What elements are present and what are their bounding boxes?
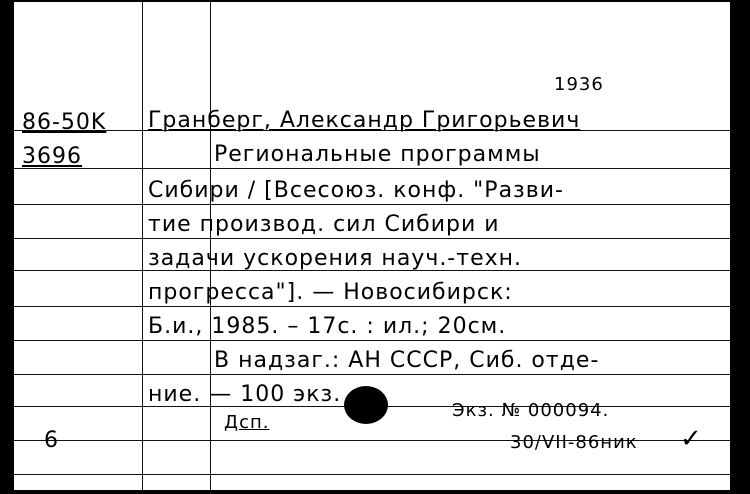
check-mark-icon: ✓ <box>680 424 703 454</box>
body-line: тие производ. сил Сибири и <box>148 212 500 237</box>
body-line: Региональные программы <box>214 142 541 167</box>
body-line: Сибири / [Всесоюз. конф. "Разви- <box>148 178 564 203</box>
margin-line-left <box>142 2 143 490</box>
catalog-card <box>14 2 730 490</box>
author-heading: Гранберг, Александр Григорьевич <box>148 108 581 133</box>
body-line: ние. — 100 экз. <box>148 382 342 407</box>
rule-line <box>14 168 730 169</box>
shelf-mark: 86-50K <box>22 110 107 135</box>
accession-number: 1936 <box>554 74 604 95</box>
body-line: Б.и., 1985. – 17с. : ил.; 20см. <box>148 314 507 339</box>
rule-line <box>14 374 730 375</box>
ink-blot <box>344 386 388 424</box>
inventory-number: 3696 <box>22 144 82 169</box>
rule-line <box>14 238 730 239</box>
body-line: задачи ускорения науч.-техн. <box>148 246 522 271</box>
rule-line <box>14 340 730 341</box>
date-stamp: 30/VII-86ник <box>510 432 638 453</box>
rule-line <box>14 474 730 475</box>
dsp-note: Дсп. <box>224 412 270 433</box>
copy-number: Экз. № 000094. <box>452 400 610 421</box>
margin-mark: 6 <box>44 428 59 453</box>
body-line: прогресса"]. — Новосибирск: <box>148 280 513 305</box>
rule-line <box>14 204 730 205</box>
body-line: В надзаг.: АН СССР, Сиб. отде- <box>214 348 600 373</box>
rule-line <box>14 306 730 307</box>
